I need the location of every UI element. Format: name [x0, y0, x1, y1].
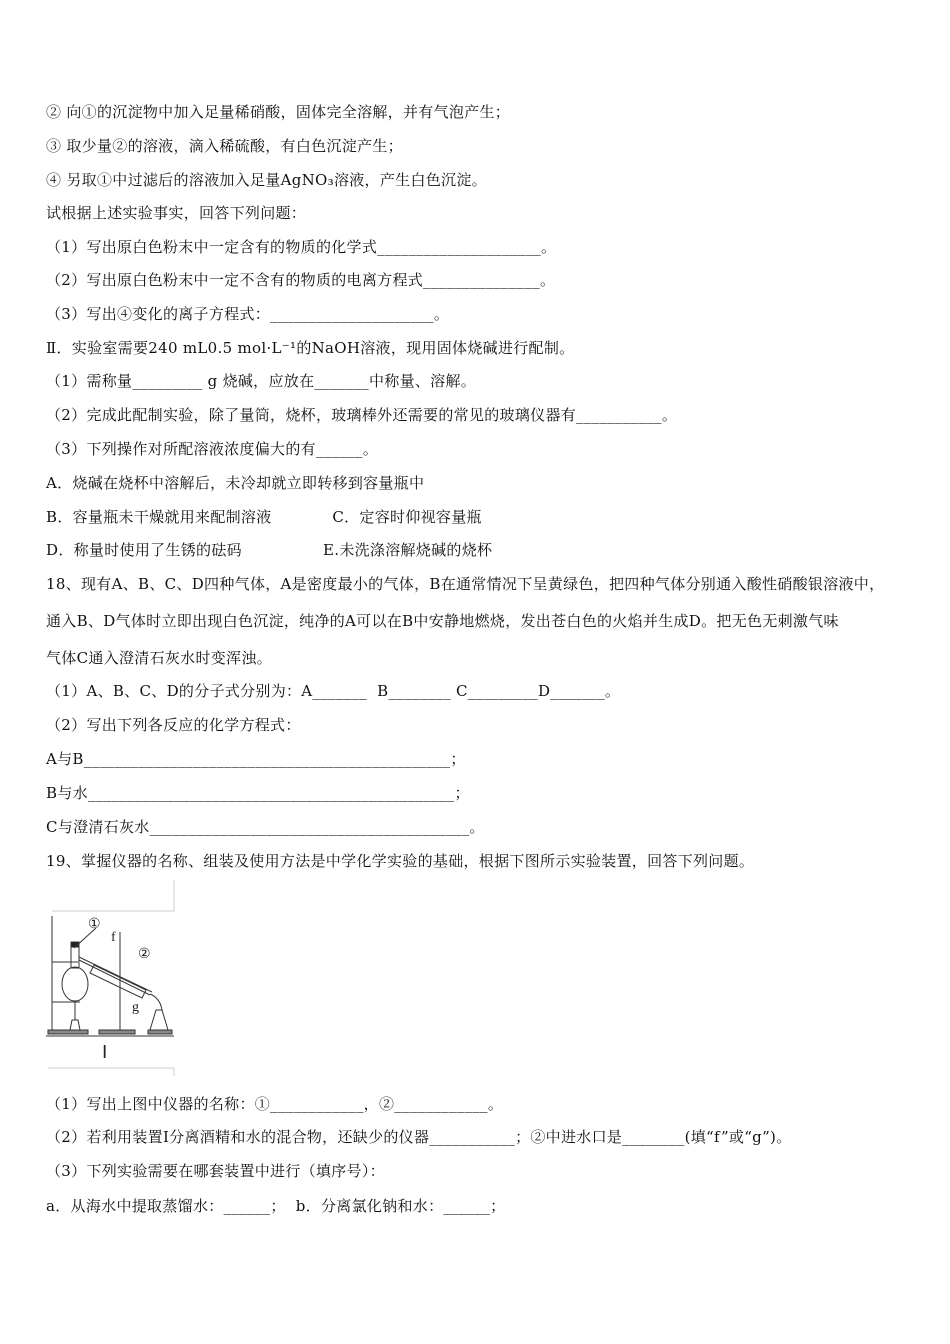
figure-caption: Ⅰ [102, 1042, 108, 1062]
distillation-apparatus-figure [44, 880, 176, 1076]
equation-blank: B与水_______________________________________________； [46, 784, 470, 802]
label-f: f [111, 930, 116, 945]
question-line: （2）完成此配制实验，除了量筒，烧杯，玻璃棒外还需要的常见的玻璃仪器有___________。 [46, 406, 678, 424]
text-line: ③ 取少量②的溶液，滴入稀硫酸，有白色沉淀产生； [46, 137, 403, 155]
question-line: （1）A、B、C、D的分子式分别为：A_______ B________ C_________D_______。 [46, 682, 621, 700]
question-line: （2）写出原白色粉末中一定不含有的物质的电离方程式_______________。 [46, 271, 556, 289]
question-19-text: 19、掌握仪器的名称、组装及使用方法是中学化学实验的基础，根据下图所示实验装置，回答下列问题。 [46, 852, 755, 870]
equation-blank: A与B_______________________________________________； [46, 750, 466, 768]
label-circled-2: ② [138, 947, 151, 962]
question-line: （2）若利用装置Ⅰ分离酒精和水的混合物，还缺少的仪器___________；②中进水口是________(填“f”或“g”)。 [46, 1128, 792, 1146]
question-line: （1）写出上图中仪器的名称：①____________，②____________。 [46, 1095, 504, 1113]
option-line: D．称量时使用了生锈的砝码 E.未洗涤溶解烧碱的烧杯 [46, 541, 493, 559]
question-18-text: 18、现有A、B、C、D四种气体，A是密度最小的气体，B在通常情况下呈黄绿色，把四种气体分别通入酸性硝酸银溶液中， [46, 575, 885, 593]
distillation-apparatus-drawing [44, 880, 176, 1076]
question-line: （1）写出原白色粉末中一定含有的物质的化学式_____________________。 [46, 238, 557, 256]
text-line: ② 向①的沉淀物中加入足量稀硝酸，固体完全溶解，并有气泡产生； [46, 103, 511, 121]
option-line: B．容量瓶未干燥就用来配制溶液 C．定容时仰视容量瓶 [46, 508, 482, 526]
question-line: （3）写出④变化的离子方程式：_____________________。 [46, 305, 450, 323]
question-18-text: 通入B、D气体时立即出现白色沉淀，纯净的A可以在B中安静地燃烧，发出苍白色的火焰并生成D。把无色无刺激气味 [46, 612, 839, 630]
question-line: a．从海水中提取蒸馏水：______； b．分离氯化钠和水：______； [46, 1197, 506, 1215]
text-line: 试根据上述实验事实，回答下列问题： [46, 204, 307, 222]
question-line: （1）需称量_________ g 烧碱，应放在_______中称量、溶解。 [46, 372, 477, 390]
equation-blank: C与澄清石灰水_________________________________________。 [46, 818, 485, 836]
question-line: （3）下列实验需要在哪套装置中进行（填序号）： [46, 1162, 385, 1180]
label-circled-1: ① [88, 917, 101, 932]
question-line: （2）写出下列各反应的化学方程式： [46, 716, 301, 734]
label-g: g [132, 1000, 139, 1015]
option-line: A．烧碱在烧杯中溶解后，未冷却就立即转移到容量瓶中 [46, 474, 425, 492]
section-heading: Ⅱ．实验室需要240 mL0.5 mol·L⁻¹的NaOH溶液，现用固体烧碱进行配制。 [46, 339, 575, 357]
question-line: （3）下列操作对所配溶液浓度偏大的有______。 [46, 440, 379, 458]
text-line: ④ 另取①中过滤后的溶液加入足量AgNO₃溶液，产生白色沉淀。 [46, 171, 487, 189]
question-18-text: 气体C通入澄清石灰水时变浑浊。 [46, 649, 272, 667]
